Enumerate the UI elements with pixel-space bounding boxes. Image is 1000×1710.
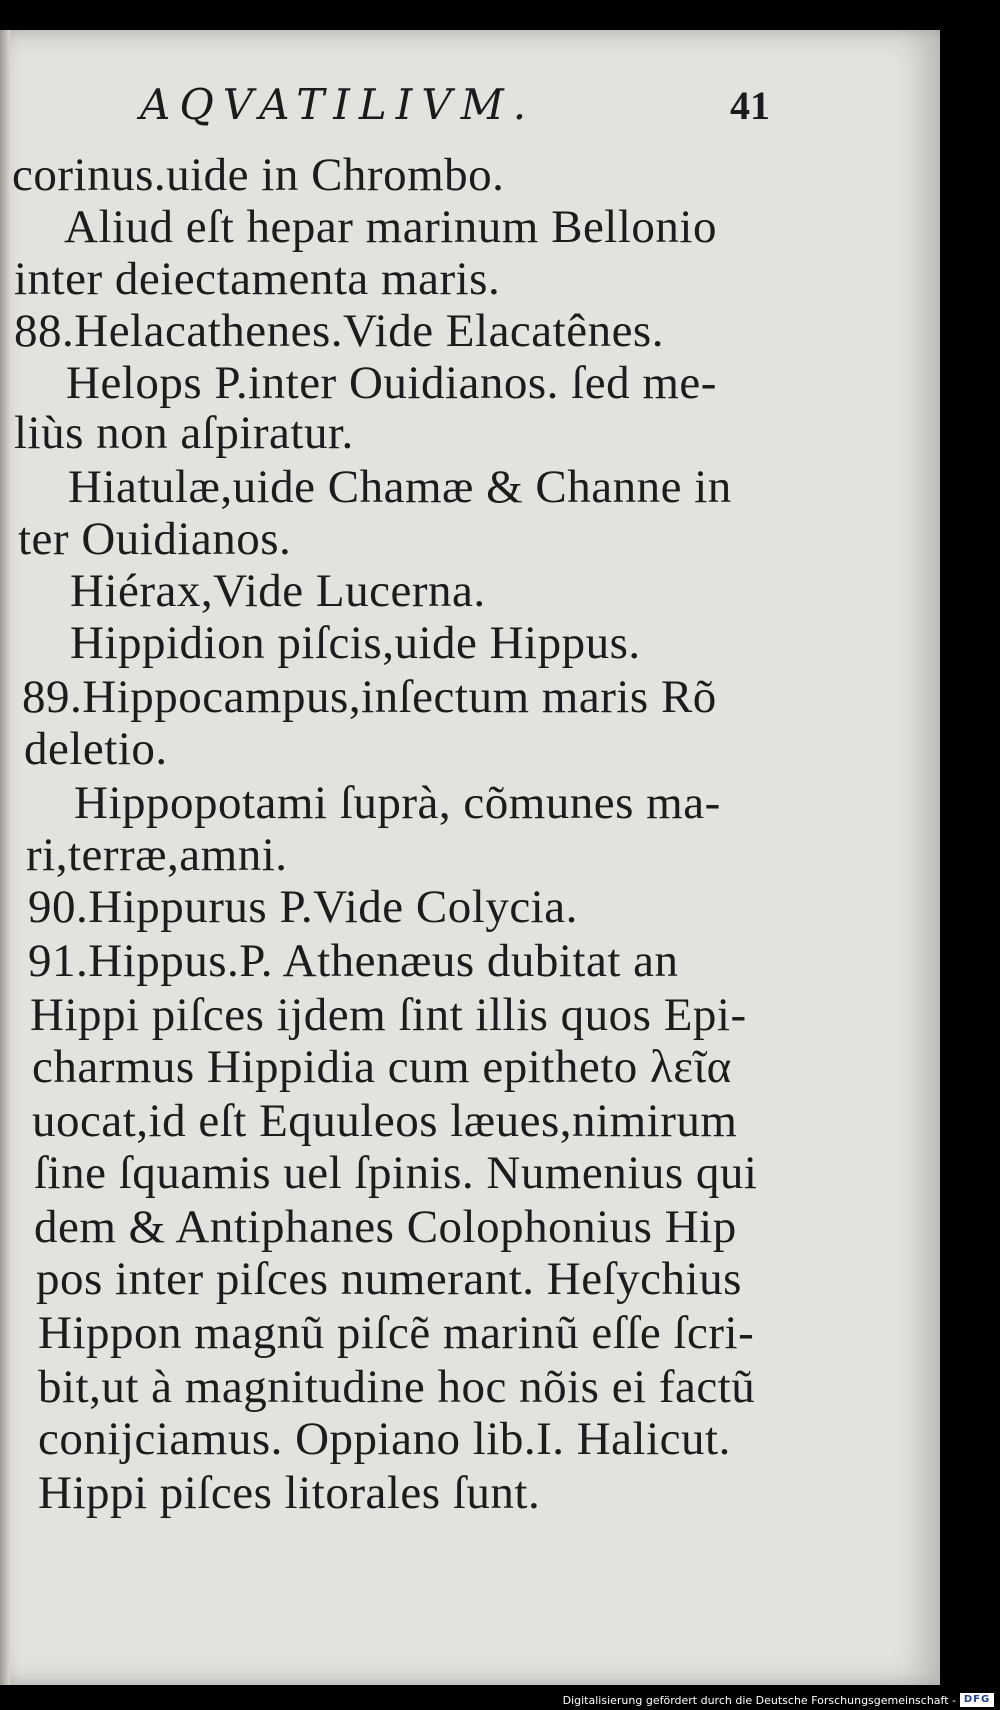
text-line: Hippopotami ſuprà, cõmunes ma- — [74, 777, 721, 829]
page-gutter-edge — [0, 30, 10, 1685]
text-line: deletio. — [24, 723, 168, 775]
text-line: Hippi piſces ijdem ſint illis quos Epi- — [30, 989, 747, 1041]
text-line: Hiatulæ,uide Chamæ & Channe in — [68, 461, 732, 513]
text-line: liùs non aſpiratur. — [14, 407, 354, 459]
footer-bar — [0, 1688, 1000, 1710]
text-line: conijciamus. Oppiano lib.I. Halicut. — [38, 1413, 731, 1465]
text-line: inter deiectamenta maris. — [14, 253, 501, 305]
text-line: ri,terræ,amni. — [26, 829, 288, 881]
text-line: Aliud eſt hepar marinum Bellonio — [64, 201, 717, 253]
text-line: ſine ſquamis uel ſpinis. Numenius qui — [34, 1147, 758, 1199]
text-line: uocat,id eſt Equuleos læues,nimirum — [32, 1095, 738, 1147]
funding-credit: Digitalisierung gefördert durch die Deutsche Forschungsgemeinschaft - — [562, 1694, 956, 1707]
text-line: corinus.uide in Chrombo. — [12, 149, 505, 201]
text-line: Helops P.inter Ouidianos. ſed me- — [66, 357, 717, 409]
text-line: ter Ouidianos. — [18, 513, 292, 565]
dfg-logo: DFG — [960, 1693, 994, 1707]
text-line: bit,ut à magnitudine hoc nõis ei factũ — [38, 1361, 756, 1413]
text-line: dem & Antiphanes Colophonius Hip — [34, 1201, 737, 1253]
page-number: 41 — [730, 83, 770, 128]
text-line: charmus Hippidia cum epitheto λεῖα — [32, 1041, 732, 1093]
text-line: Hippi piſces litorales ſunt. — [38, 1467, 541, 1519]
text-line: 88.Helacathenes.Vide Elacatênes. — [14, 305, 664, 357]
running-title: AQVATILIVM. — [140, 80, 536, 129]
text-line: 91.Hippus.P. Athenæus dubitat an — [28, 935, 679, 987]
text-line: Hippon magnũ piſcẽ marinũ eſſe ſcri- — [38, 1307, 755, 1359]
text-line: 90.Hippurus P.Vide Colycia. — [28, 881, 578, 933]
text-line: Hippidion piſcis,uide Hippus. — [70, 617, 641, 669]
text-line: pos inter piſces numerant. Heſychius — [36, 1253, 742, 1305]
text-line: 89.Hippocampus,inſectum maris Rõ — [22, 671, 717, 723]
running-head — [140, 80, 800, 140]
text-line: Hiérax,Vide Lucerna. — [70, 565, 486, 617]
